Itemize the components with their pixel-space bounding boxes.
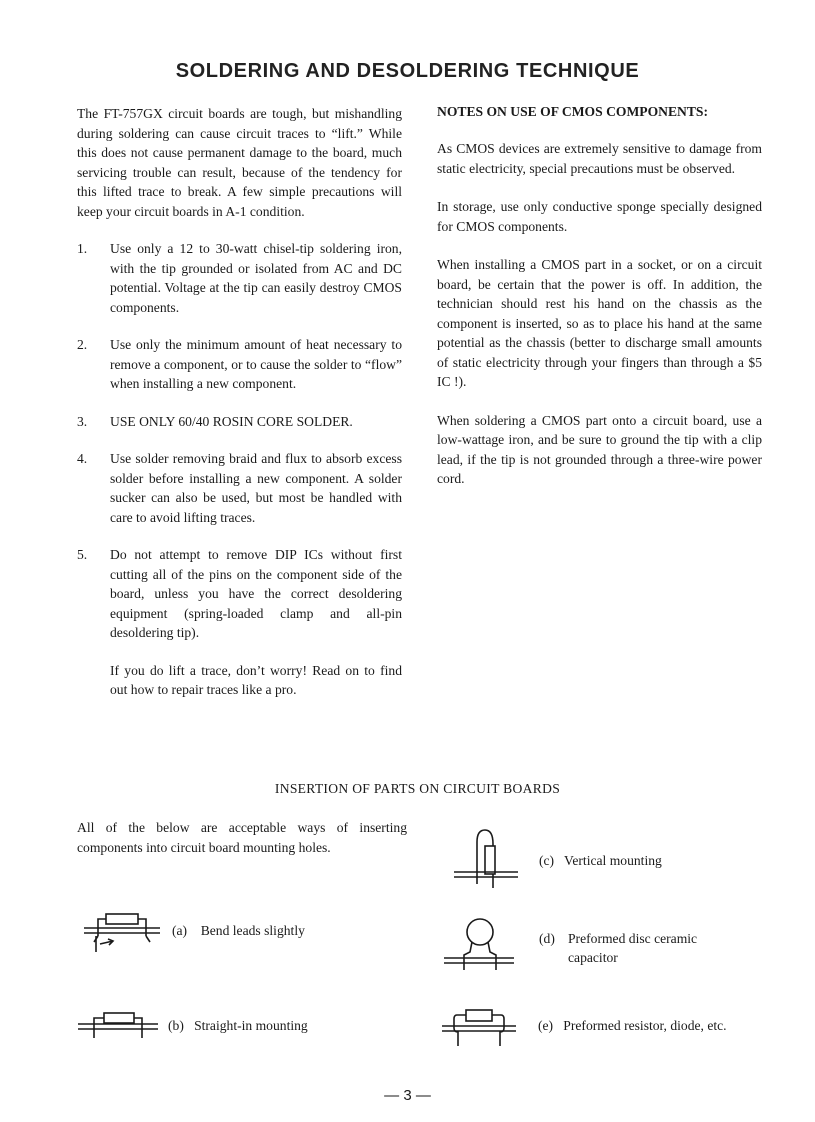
caption-letter: (d) [539, 931, 555, 946]
figure-bent-leads [80, 908, 165, 958]
item-text: Use only the minimum amount of heat necessary to remove a component, or to cause the solder to “flow” when installing a new component. [110, 337, 402, 391]
caption-a [172, 921, 305, 940]
left-column [77, 104, 402, 700]
item-text: Use solder removing braid and flux to absorb excess solder before installing a new component. A solder sucker can also be used, but most be handled with care to avoid lifting traces. [110, 451, 402, 525]
list-item [77, 335, 402, 394]
disc-capacitor-diagram-icon [442, 915, 516, 975]
right-column [437, 104, 762, 508]
caption-d [539, 929, 739, 967]
caption-letter: (a) [172, 923, 188, 938]
item-number: 3. [77, 413, 88, 429]
item-text: Use only a 12 to 30-watt chisel-tip soldering iron, with the tip grounded or isolated from AC and DC potential. Voltage at the tip can easily destroy CMOS components. [110, 241, 402, 315]
caption-label: Preformed resistor, diode, etc. [563, 1018, 727, 1033]
caption-letter: (c) [539, 853, 555, 868]
precautions-list [77, 239, 402, 643]
intro-paragraph: The FT-757GX circuit boards are tough, but mishandling during soldering can cause circuit traces to “lift.” While this does not cause permanent damage to the board, much servicing trouble can result, because of the tendency for this lifted trace to break. A few simple precautions will keep your circuit boards in A-1 condition. [77, 106, 402, 219]
caption-letter: (e) [538, 1018, 554, 1033]
caption-label: Straight-in mounting [194, 1018, 308, 1033]
cmos-paragraph: In storage, use only conductive sponge specially designed for CMOS components. [437, 199, 762, 234]
insertion-intro: All of the below are acceptable ways of inserting components into circuit board mounting holes. [77, 820, 407, 855]
list-item [77, 545, 402, 643]
cmos-notes-heading: NOTES ON USE OF CMOS COMPONENTS: [437, 104, 709, 119]
caption-c [539, 851, 662, 870]
vertical-mount-diagram-icon [452, 822, 522, 892]
item-text: Do not attempt to remove DIP ICs without first cutting all of the pins on the component side of the board, unless you have the correct desoldering equipment (spring-loaded clamp and all-pin desoldering tip). [110, 547, 402, 640]
item-number: 2. [77, 337, 88, 352]
item-number: 4. [77, 451, 88, 466]
list-item [77, 412, 402, 432]
caption-b [168, 1016, 308, 1035]
page-title: SOLDERING AND DESOLDERING TECHNIQUE [175, 60, 640, 82]
straight-in-diagram-icon [76, 1008, 160, 1044]
figure-preformed-resistor [440, 1006, 520, 1048]
caption-letter: (b) [168, 1018, 184, 1033]
caption-label: Vertical mounting [564, 853, 662, 868]
list-item [77, 239, 402, 317]
figure-straight-in [76, 1008, 160, 1044]
cmos-paragraph: As CMOS devices are extremely sensitive to damage from static electricity, special precautions must be observed. [437, 141, 762, 176]
insertion-heading: INSERTION OF PARTS ON CIRCUIT BOARDS [274, 781, 561, 796]
bent-leads-diagram-icon [80, 908, 165, 958]
item-number: 5. [77, 547, 88, 562]
trace-repair-note: If you do lift a trace, don’t worry! Read on to find out how to repair traces like a pro. [110, 662, 402, 697]
figure-vertical [452, 822, 522, 892]
caption-label: Preformed disc ceramic capacitor [568, 931, 698, 965]
item-text: USE ONLY 60/40 ROSIN CORE SOLDER. [110, 413, 353, 429]
list-item [77, 449, 402, 527]
cmos-paragraph: When soldering a CMOS part onto a circuit board, use a low-wattage iron, and be sure to ground the tip with a clip lead, if the tip is not grounded through a three-wire power cord. [437, 412, 762, 486]
cmos-paragraph: When installing a CMOS part in a socket, or on a circuit board, be certain that the power is off. In addition, the technician should rest his hand on the chassis as the component is inserted, so as to place his hand at the same potential as the chassis (better to discharge small amounts of static electricity through your fingers than through a $5 IC !). [437, 257, 762, 389]
item-number: 1. [77, 241, 88, 256]
preformed-resistor-diagram-icon [440, 1006, 520, 1048]
caption-e [538, 1016, 727, 1035]
page-number: — 3 — [384, 1087, 431, 1104]
caption-label: Bend leads slightly [200, 923, 305, 938]
figure-disc-capacitor [442, 915, 516, 975]
